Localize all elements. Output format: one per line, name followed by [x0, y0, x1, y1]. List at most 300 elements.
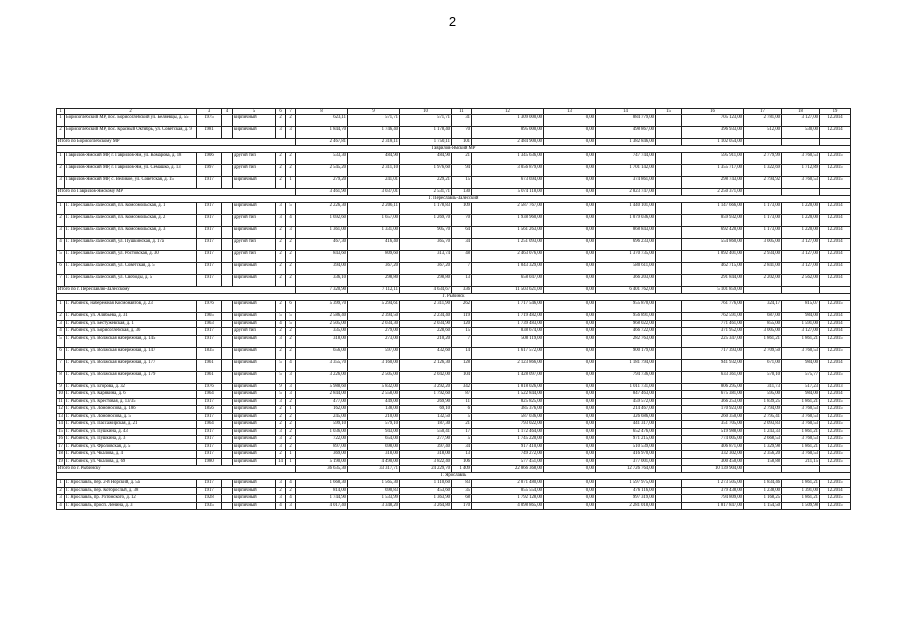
table-cell: 12.2015: [820, 458, 851, 466]
total-label: Итого по г. Переславлю-Залесскому: [57, 287, 296, 294]
table-cell: 2 356,20: [744, 451, 782, 459]
table-cell: 1: [57, 115, 65, 127]
table-cell: 3: [57, 227, 65, 239]
table-cell: 2 586,40: [296, 313, 348, 321]
table-cell: 2: [57, 127, 65, 139]
table-cell: Г. Рыбинск, ул. Борисоглебская, д. 36: [65, 328, 197, 336]
table-cell: 623,11: [296, 115, 348, 127]
table-cell: 16: [58, 436, 63, 442]
table-cell: Г. Рыбинск, ул. Крестовая, д. 13/35: [65, 398, 197, 406]
table-cell: 1965: [197, 313, 222, 321]
table-cell: 396 933,00: [682, 127, 744, 139]
table-cell: 3 127,00: [782, 328, 820, 336]
table-cell: 0,00: [544, 227, 596, 239]
table-cell: другой тип: [233, 239, 276, 251]
table-cell: [656, 406, 682, 414]
table-cell: Г. Рыбинск, ул. Пушкина, д. 3: [65, 436, 197, 444]
table-cell: 597,00: [348, 347, 400, 359]
table-cell: 6: [57, 263, 65, 275]
table-cell: 2: [276, 115, 286, 127]
total-cell: 36 635,30: [296, 466, 348, 473]
table-cell: 1 168,25: [744, 495, 782, 503]
table-cell: 1917: [197, 227, 222, 239]
table-cell: 35: [452, 487, 472, 495]
section-title-row: [57, 196, 851, 203]
table-cell: 335,00: [296, 328, 348, 336]
table-cell: 554 860,00: [682, 239, 744, 251]
table-cell: 94: [452, 165, 472, 177]
table-cell: [222, 371, 233, 383]
table-cell: 843,60: [296, 251, 348, 263]
table-cell: кирпичный: [233, 115, 276, 127]
table-cell: 3: [286, 127, 296, 139]
table-cell: 855,00: [744, 320, 782, 328]
total-cell: [782, 287, 820, 294]
table-cell: 570,10: [744, 371, 782, 383]
table-cell: 2: [276, 177, 286, 189]
table-cell: 34: [452, 443, 472, 451]
table-cell: кирпичный: [233, 406, 276, 414]
column-number-cell: 14: [596, 109, 656, 115]
table-cell: 1 844,70: [296, 127, 348, 139]
section-title-row: [57, 473, 851, 480]
table-cell: 7: [452, 263, 472, 275]
table-cell: 109: [452, 203, 472, 215]
table-cell: 351 705,00: [682, 421, 744, 429]
table-cell: [656, 371, 682, 383]
table-cell: 7: [57, 275, 65, 287]
table-cell: 1 668,30: [296, 480, 348, 488]
table-cell: 1 719 482,00: [472, 313, 544, 321]
column-number-cell: 19: [820, 109, 851, 115]
table-cell: 0,00: [544, 359, 596, 371]
table-cell: 1: [286, 406, 296, 414]
table-row: [57, 165, 851, 177]
table-cell: 1 220,00: [782, 227, 820, 239]
table-cell: Борисоглебский МР, пос. Красный Октябрь, ул. Советская, д. 9: [65, 127, 197, 139]
table-cell: 1 178,40: [400, 127, 452, 139]
table-cell: 1917: [197, 335, 222, 347]
table-cell: 3 264,80: [400, 502, 452, 510]
table-cell: 508 119,00: [472, 335, 544, 347]
table-cell: 1 361,00: [296, 227, 348, 239]
table-cell: [656, 320, 682, 328]
table-cell: 379 438,00: [682, 487, 744, 495]
table-cell: 377 001,00: [596, 458, 656, 466]
table-cell: Гаврилов-Ямский МР, с. Великое, ул. Советская, д. 15: [65, 177, 197, 189]
table-cell: [222, 451, 233, 459]
table-cell: 5: [452, 413, 472, 421]
table-cell: [656, 436, 682, 444]
table-row: [57, 177, 851, 189]
table-cell: 3 348,20: [348, 502, 400, 510]
table-cell: 1917: [197, 251, 222, 263]
table-cell: 241,01: [348, 177, 400, 189]
table-cell: [656, 115, 682, 127]
table-cell: 696 233,00: [596, 239, 656, 251]
table-cell: кирпичный: [233, 495, 276, 503]
table-cell: 571,71: [348, 115, 400, 127]
table-cell: 1917: [197, 398, 222, 406]
table-cell: 2 505,00: [348, 371, 400, 383]
table-cell: [656, 263, 682, 275]
table-cell: 170: [452, 502, 472, 510]
table-cell: 2: [286, 115, 296, 127]
table-cell: 652 476,00: [596, 428, 656, 436]
table-cell: 12.2015: [820, 165, 851, 177]
table-cell: 654,00: [348, 436, 400, 444]
table-cell: 0,00: [544, 320, 596, 328]
table-cell: 371 952,00: [682, 328, 744, 336]
table-cell: 138,00: [348, 406, 400, 414]
table-cell: 2: [286, 413, 296, 421]
table-cell: 12.2015: [820, 301, 851, 313]
table-cell: 120: [452, 320, 472, 328]
table-cell: кирпичный: [233, 436, 276, 444]
table-cell: 1 861,21: [782, 398, 820, 406]
table-cell: 943,00: [348, 428, 400, 436]
table-cell: 13: [452, 451, 472, 459]
table-row: [57, 313, 851, 321]
table-cell: 15: [452, 328, 472, 336]
table-cell: 815,07: [782, 301, 820, 313]
total-cell: 336: [452, 287, 472, 294]
table-cell: 4 098 865,00: [472, 502, 544, 510]
total-cell: 1 409: [452, 466, 472, 473]
table-cell: 0,00: [544, 251, 596, 263]
table-cell: 1 036,00: [296, 428, 348, 436]
table-cell: [222, 275, 233, 287]
table-cell: 3 760,53: [782, 347, 820, 359]
table-cell: Г. Рыбинск, ул. Волжская набережная, д. 179: [65, 371, 197, 383]
table-cell: [656, 127, 682, 139]
table-cell: 1 173,00: [744, 203, 782, 215]
table-cell: 3 760,53: [782, 413, 820, 421]
table-row: [57, 502, 851, 510]
total-cell: [656, 287, 682, 294]
table-cell: [222, 328, 233, 336]
table-cell: 794 809,00: [682, 495, 744, 503]
table-row: [57, 436, 851, 444]
table-cell: 0,00: [544, 239, 596, 251]
table-cell: 698,00: [348, 443, 400, 451]
table-row: [57, 458, 851, 466]
column-number-cell: 6: [276, 109, 286, 115]
table-cell: 298,80: [348, 275, 400, 287]
table-cell: 859 932,00: [682, 215, 744, 227]
table-cell: [222, 165, 233, 177]
table-cell: 1 522 844,00: [472, 391, 544, 399]
table-cell: 385 376,00: [472, 406, 544, 414]
table-cell: 0,00: [544, 215, 596, 227]
table-cell: 2 562,00: [782, 275, 820, 287]
table-cell: 3: [276, 436, 286, 444]
table-cell: [656, 428, 682, 436]
table-cell: другой тип: [233, 251, 276, 263]
table-cell: 0,00: [544, 383, 596, 391]
column-number-cell: 15: [656, 109, 682, 115]
table-cell: 324,17: [744, 301, 782, 313]
table-cell: 7: [57, 359, 65, 371]
table-cell: 12.2014: [820, 487, 851, 495]
table-cell: 900 179,00: [596, 347, 656, 359]
table-cell: 1 861,21: [782, 480, 820, 488]
total-cell: 7 320,90: [296, 287, 348, 294]
total-cell: 7 112,11: [348, 287, 400, 294]
table-cell: [222, 320, 233, 328]
table-cell: 3 760,53: [782, 421, 820, 429]
table-cell: [222, 391, 233, 399]
table-cell: [222, 383, 233, 391]
table-cell: 4: [276, 320, 286, 328]
table-cell: 1917: [197, 443, 222, 451]
table-cell: 1980: [197, 458, 222, 466]
table-cell: [222, 480, 233, 488]
table-cell: кирпичный: [233, 502, 276, 510]
column-number-cell: 7: [286, 109, 296, 115]
table-cell: 1917: [197, 413, 222, 421]
table-cell: 809,60: [348, 251, 400, 263]
section-title: Г. Рыбинск: [57, 294, 851, 301]
table-row: [57, 251, 851, 263]
table-cell: Г. Рыбинск, ул. Чкалова, д. 69: [65, 458, 197, 466]
column-number-cell: 11: [452, 109, 472, 115]
table-cell: 1917: [197, 215, 222, 227]
table-cell: 70: [452, 215, 472, 227]
table-cell: [656, 458, 682, 466]
total-cell: [782, 189, 820, 196]
table-cell: 8: [57, 371, 65, 383]
table-cell: 279,00: [348, 328, 400, 336]
total-cell: [820, 466, 851, 473]
section-total-row: [57, 139, 851, 146]
table-cell: 3 760,53: [782, 406, 820, 414]
table-cell: [656, 391, 682, 399]
table-cell: 2: [276, 251, 286, 263]
table-cell: [222, 406, 233, 414]
table-cell: 318,00: [296, 335, 348, 347]
table-cell: 262: [452, 301, 472, 313]
table-cell: 1 220,00: [782, 203, 820, 215]
table-cell: 1961: [197, 359, 222, 371]
section-total-row: [57, 466, 851, 473]
table-row: [57, 328, 851, 336]
table-cell: 336,10: [296, 275, 348, 287]
table-cell: 2: [286, 165, 296, 177]
table-cell: 14: [58, 421, 63, 427]
table-cell: 2: [286, 251, 296, 263]
table-cell: 416,40: [348, 239, 400, 251]
table-cell: 1 861,21: [782, 495, 820, 503]
table-cell: 2: [276, 227, 286, 239]
table-cell: 1964: [197, 391, 222, 399]
table-cell: кирпичный: [233, 487, 276, 495]
table-cell: 2 794,09: [744, 406, 782, 414]
table-cell: 761 776,00: [682, 301, 744, 313]
table-cell: 9: [276, 383, 286, 391]
table-cell: 5 399,70: [296, 301, 348, 313]
table-cell: 311,73: [744, 383, 782, 391]
table-cell: 0,00: [544, 428, 596, 436]
table-cell: 1 591,00: [782, 320, 820, 328]
table-cell: 406 871,00: [682, 443, 744, 451]
table-cell: [656, 421, 682, 429]
table-row: [57, 275, 851, 287]
table-cell: 12.2015: [820, 421, 851, 429]
table-cell: [656, 495, 682, 503]
table-cell: 1997: [197, 165, 222, 177]
table-cell: кирпичный: [233, 227, 276, 239]
table-cell: 1 692,60: [296, 215, 348, 227]
table-row: [57, 263, 851, 275]
table-cell: 132,50: [400, 413, 452, 421]
section-title: Г. Ярославль: [57, 473, 851, 480]
total-cell: [820, 189, 851, 196]
table-cell: 0,00: [544, 347, 596, 359]
table-cell: 12.2014: [820, 215, 851, 227]
section-total-row: [57, 189, 851, 196]
table-cell: 1 110,60: [400, 480, 452, 488]
table-cell: 12.2014: [820, 328, 851, 336]
table-cell: 18: [58, 451, 63, 457]
table-cell: 453,60: [400, 487, 452, 495]
table-cell: 587 036,00: [472, 413, 544, 421]
table-cell: 15: [452, 177, 472, 189]
table-cell: 749 272,00: [472, 451, 544, 459]
table-cell: 2 126,30: [400, 359, 452, 371]
table-cell: 1 273 505,00: [682, 480, 744, 488]
table-cell: кирпичный: [233, 177, 276, 189]
table-cell: [656, 413, 682, 421]
table-cell: 1 251 093,00: [472, 239, 544, 251]
table-cell: 119: [452, 313, 472, 321]
table-cell: 2: [286, 443, 296, 451]
table-cell: 2: [276, 301, 286, 313]
table-cell: 3: [276, 398, 286, 406]
table-cell: 5 832,00: [348, 383, 400, 391]
table-cell: 747 744,00: [596, 153, 656, 165]
table-cell: 1: [57, 301, 65, 313]
table-cell: 162,00: [296, 406, 348, 414]
table-cell: 14: [452, 347, 472, 359]
total-cell: 12 726 764,00: [596, 466, 656, 473]
table-cell: 3: [276, 203, 286, 215]
table-cell: 12.2015: [820, 347, 851, 359]
table-cell: 2 781,00: [744, 115, 782, 127]
table-cell: 1 238,00: [744, 487, 782, 495]
total-cell: [656, 189, 682, 196]
total-label: Итого по Борисоглебскому МР: [57, 139, 296, 146]
table-cell: 3: [276, 495, 286, 503]
table-cell: 10: [58, 391, 63, 397]
table-cell: 34: [452, 239, 472, 251]
total-cell: 2 318,11: [348, 139, 400, 146]
table-cell: [222, 215, 233, 227]
table-cell: [656, 313, 682, 321]
table-cell: 0,00: [544, 263, 596, 275]
table-cell: кирпичный: [233, 371, 276, 383]
table-cell: 2 545,20: [296, 165, 348, 177]
table-row: [57, 406, 851, 414]
table-row: [57, 413, 851, 421]
table-cell: 12.2014: [820, 320, 851, 328]
table-cell: 2: [276, 347, 286, 359]
table-cell: 2 034,90: [400, 320, 452, 328]
table-cell: 366 253,00: [682, 398, 744, 406]
table-cell: 2: [286, 398, 296, 406]
table-cell: 1 938 960,00: [472, 215, 544, 227]
table-cell: 0,00: [544, 451, 596, 459]
table-row: [57, 115, 851, 127]
table-cell: 0,00: [544, 480, 596, 488]
table-cell: [222, 428, 233, 436]
table-cell: 1 792 128,00: [472, 495, 544, 503]
table-cell: Г. Рыбинск, ул. Чкалова, д. 4: [65, 451, 197, 459]
table-cell: Г. Рыбинск, ул. Волжская набережная, д. 177: [65, 359, 197, 371]
table-cell: 12.2015: [820, 428, 851, 436]
table-cell: 0,00: [544, 275, 596, 287]
total-cell: [744, 189, 782, 196]
table-cell: 2 311,90: [400, 301, 452, 313]
table-cell: другой тип: [233, 328, 276, 336]
table-cell: 394,00: [296, 263, 348, 275]
table-cell: 1 043 329,00: [472, 263, 544, 275]
table-cell: 984,00: [782, 313, 820, 321]
table-cell: 2: [286, 275, 296, 287]
table-cell: 1 701 142,00: [596, 165, 656, 177]
table-cell: Г. Ярославль, пр. Ухтомского, д. 12: [65, 495, 197, 503]
table-cell: 0,00: [544, 203, 596, 215]
total-cell: [744, 139, 782, 146]
table-cell: 5: [57, 335, 65, 347]
table-cell: 1963: [197, 320, 222, 328]
table-cell: 1 839,25: [744, 398, 782, 406]
table-cell: 1 331,00: [348, 227, 400, 239]
table-cell: 68: [452, 495, 472, 503]
total-cell: 5 101 859,00: [682, 287, 744, 294]
table-cell: кирпичный: [233, 443, 276, 451]
table-cell: 1917: [197, 328, 222, 336]
table-cell: 245,00: [296, 413, 348, 421]
table-cell: [222, 239, 233, 251]
table-cell: 1928: [197, 495, 222, 503]
table-cell: 12: [58, 406, 63, 412]
table-row: [57, 359, 851, 371]
table-cell: 2 934,00: [744, 251, 782, 263]
table-cell: 1835: [197, 347, 222, 359]
table-cell: 1856: [197, 406, 222, 414]
table-cell: 1: [286, 458, 296, 466]
table-cell: [222, 443, 233, 451]
table-cell: 0,00: [544, 502, 596, 510]
section-title: Гаврилов-Ямский МР: [57, 146, 851, 153]
table-cell: [222, 436, 233, 444]
table-cell: другой тип: [233, 165, 276, 177]
table-cell: 2 123 866,00: [472, 359, 544, 371]
table-cell: 2 558,00: [348, 391, 400, 399]
table-cell: 211,15: [782, 458, 820, 466]
table-cell: 0,00: [544, 406, 596, 414]
table-cell: 0,00: [544, 436, 596, 444]
table-cell: 0,00: [544, 495, 596, 503]
table-cell: 0,00: [544, 413, 596, 421]
table-cell: 12.2014: [820, 263, 851, 275]
table-row: [57, 391, 851, 399]
table-cell: 1935: [197, 502, 222, 510]
table-cell: 2: [286, 263, 296, 275]
table-cell: 3 127,00: [782, 251, 820, 263]
table-cell: 3: [276, 335, 286, 347]
